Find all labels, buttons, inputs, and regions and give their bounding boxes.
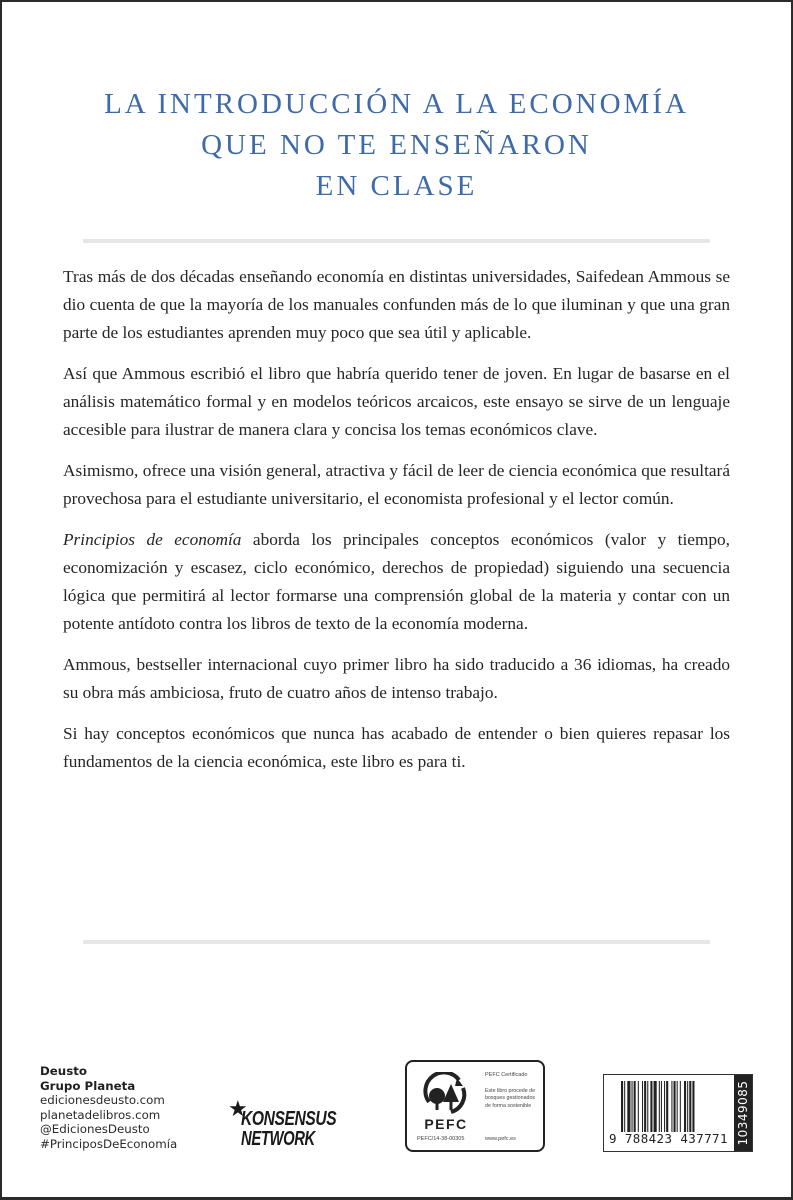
publisher-name: Deusto — [40, 1064, 87, 1078]
barcode-bar — [671, 1081, 672, 1137]
barcode-bar — [642, 1081, 643, 1137]
blurb-paragraph-1: Tras más de dos décadas enseñando economía en distintas universidades, Saifedean Ammous se dio cuenta de que la mayoría de los manuales confunden más de lo que iluminan y que una gran parte de los estudiantes aprenden muy poco que sea útil y aplicable. — [63, 267, 730, 342]
internal-code: 10349085 — [736, 1080, 750, 1146]
barcode-bar — [689, 1081, 691, 1137]
heading-line-3: EN CLASE — [315, 170, 478, 202]
publisher-info — [40, 1064, 177, 1152]
barcode-bar — [624, 1081, 625, 1137]
hashtag[interactable]: #PrinciposDeEconomía — [40, 1136, 178, 1151]
pefc-trees-icon — [421, 1072, 469, 1116]
heading-line-1: LA INTRODUCCIÓN A LA ECONOMÍA — [104, 88, 689, 120]
barcode-bar — [666, 1081, 668, 1137]
book-description: aborda los principales conceptos económicos (valor y tiempo, economización y escasez, ciclo económico, derechos de propiedad) siguiendo una secuencia lógica que permitirá al lector formarse una comprensión global de la materia y contar con un potente antídoto contra los libros de texto de la economía moderna. — [63, 530, 730, 633]
heading-line-2: QUE NO TE ENSEÑARON — [201, 129, 592, 161]
website-link[interactable]: edicionesdeusto.com — [40, 1093, 165, 1108]
barcode-bar — [650, 1081, 652, 1137]
barcode-bar — [661, 1081, 662, 1137]
barcode-bar — [632, 1081, 633, 1137]
barcode-bar — [638, 1081, 639, 1137]
isbn-barcode — [603, 1074, 753, 1152]
blurb — [63, 263, 730, 789]
cover-heading — [0, 84, 793, 207]
blurb-paragraph-6: Si hay conceptos económicos que nunca has acabado de entender o bien quieres repasar los fundamentos de la ciencia económica, este libro es para ti. — [63, 724, 730, 771]
publisher-group: Grupo Planeta — [40, 1078, 136, 1093]
barcode-bar — [621, 1081, 623, 1137]
bottom-divider — [83, 940, 710, 944]
isbn-number: 9 788423 437771 — [609, 1131, 728, 1146]
pefc-certification — [405, 1060, 545, 1152]
blurb-paragraph-5: Ammous, bestseller internacional cuyo primer libro ha sido traducido a 36 idiomas, ha creado su obra más ambiciosa, fruto de cuatro años de intenso trabajo. — [63, 655, 730, 702]
konsensus-network-logo — [228, 1096, 358, 1152]
barcode-bar — [634, 1081, 636, 1137]
barcode-bar — [674, 1081, 676, 1137]
barcode-bar — [647, 1081, 648, 1137]
barcode-bar — [692, 1081, 694, 1137]
barcode-bar — [684, 1081, 686, 1137]
internal-code-strip — [734, 1075, 752, 1151]
barcode-bar — [627, 1081, 630, 1137]
pefc-certified-label: PEFC Certificado — [485, 1072, 528, 1078]
logo-line-1: KONSENSUS — [241, 1108, 337, 1130]
barcode-bar — [677, 1081, 678, 1137]
star-icon: ★ — [228, 1096, 248, 1121]
book-title: Principios de economía — [63, 530, 242, 549]
logo-line-2: NETWORK — [241, 1128, 315, 1150]
pefc-code: PEFC/14-38-00305 — [417, 1136, 465, 1142]
barcode-bar — [687, 1081, 688, 1137]
blurb-paragraph-3: Asimismo, ofrece una visión general, atractiva y fácil de leer de ciencia económica que resultará provechosa para el estudiante universitario, el economista profesional y el lector común. — [63, 461, 730, 508]
social-handle[interactable]: @EdicionesDeusto — [40, 1122, 150, 1137]
top-divider — [83, 239, 710, 243]
barcode-bar — [664, 1081, 665, 1137]
barcode-bar — [644, 1081, 646, 1137]
barcode-bar — [659, 1081, 660, 1137]
pefc-description: Este libro procede de bosques gestionados de forma sostenible — [485, 1088, 536, 1109]
pefc-wordmark: PEFC — [424, 1116, 468, 1132]
blurb-paragraph-4 — [63, 526, 730, 638]
barcode-bar — [654, 1081, 657, 1137]
barcode-bar — [680, 1081, 681, 1137]
store-link[interactable]: planetadelibros.com — [40, 1107, 161, 1122]
blurb-paragraph-2: Así que Ammous escribió el libro que habría querido tener de joven. En lugar de basarse en el análisis matemático formal y en modelos teóricos arcaicos, este ensayo se sirve de un lenguaje accesible para ilustrar de manera clara y concisa los temas económicos clave. — [63, 364, 730, 439]
pefc-url: www.pefc.es — [485, 1136, 516, 1142]
barcode-bars — [621, 1081, 721, 1137]
